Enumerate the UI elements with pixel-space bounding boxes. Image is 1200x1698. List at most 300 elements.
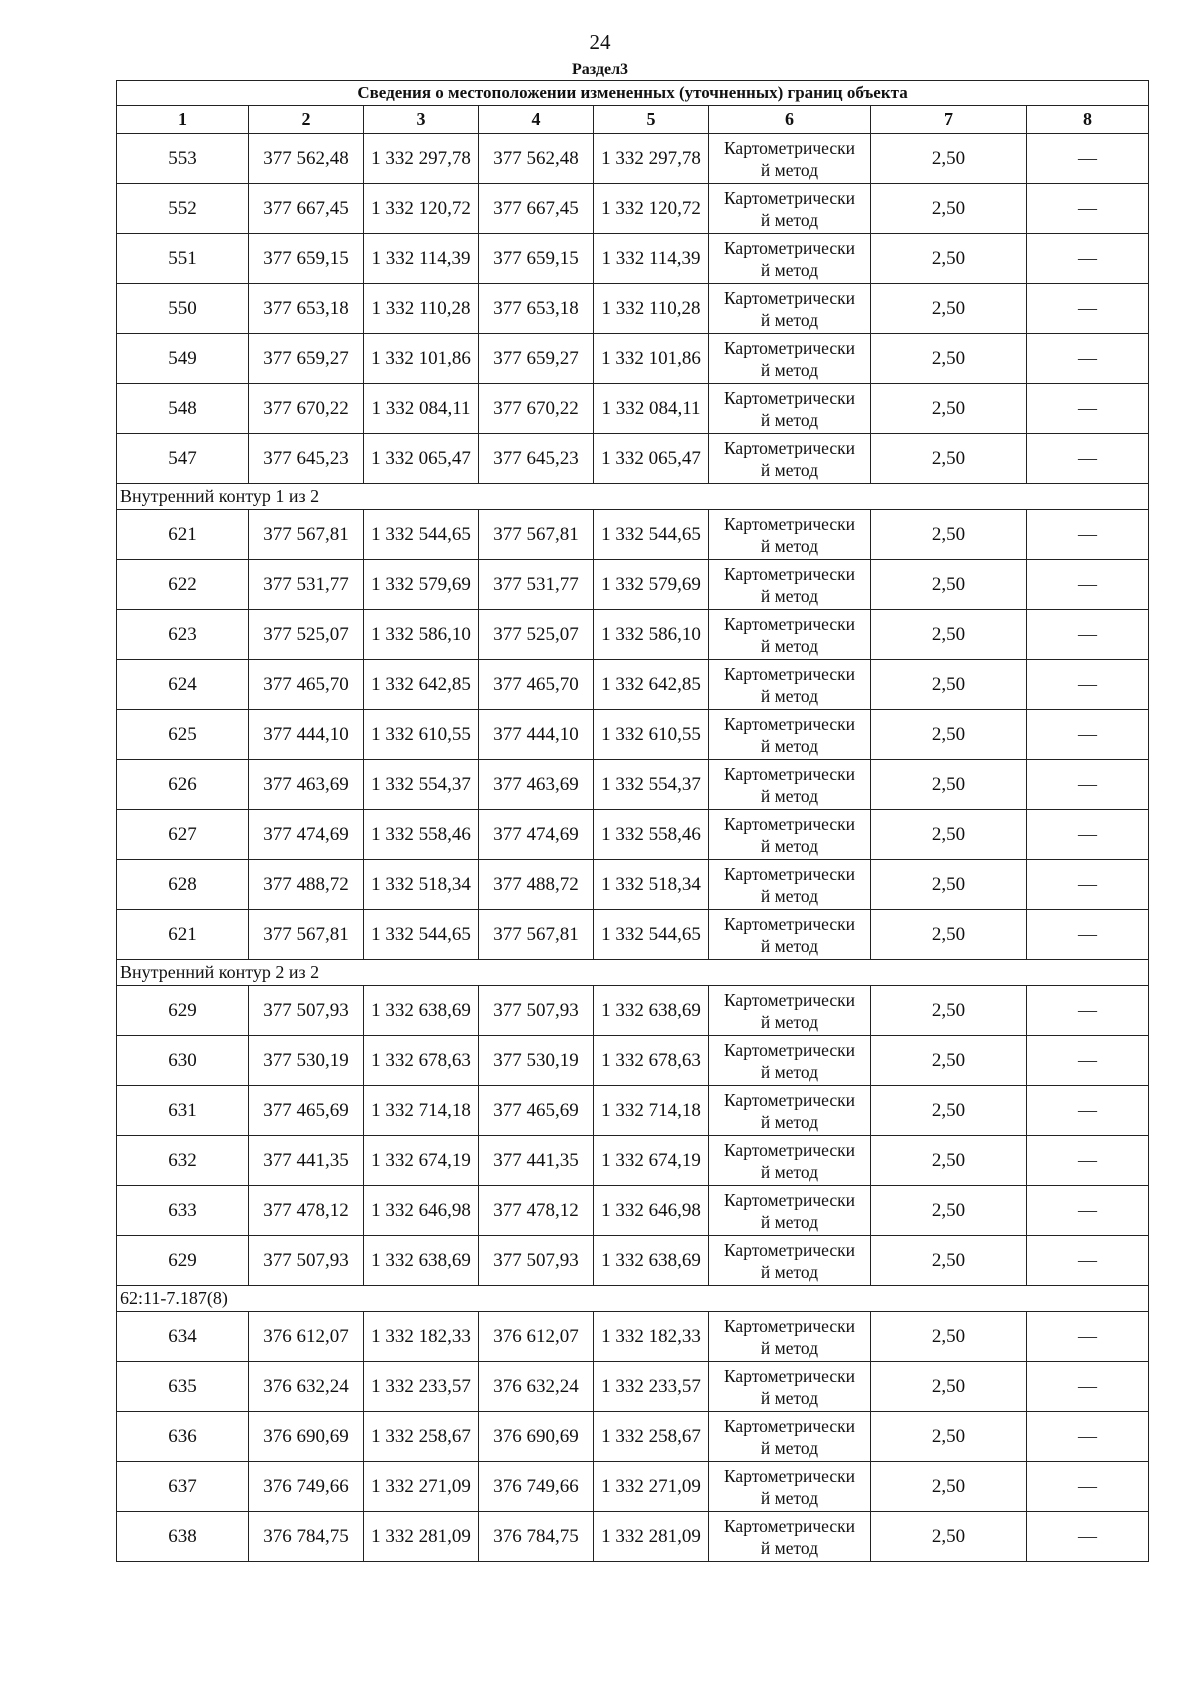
table-row: [117, 810, 1149, 860]
coordinate-y-cell: 1 332 101,86: [594, 334, 709, 384]
column-number: 1: [117, 106, 249, 134]
coordinate-y-cell: 1 332 674,19: [364, 1136, 479, 1186]
coordinate-y-cell: 1 332 518,34: [364, 860, 479, 910]
table-row: [117, 1312, 1149, 1362]
point-number-cell: 552: [117, 184, 249, 234]
table-row: [117, 434, 1149, 484]
coordinate-y-cell: 1 332 678,63: [364, 1036, 479, 1086]
method-line: й метод: [760, 409, 819, 430]
description-cell: —: [1027, 1412, 1149, 1462]
accuracy-cell: 2,50: [871, 910, 1027, 960]
coordinate-y-cell: 1 332 101,86: [364, 334, 479, 384]
coordinate-y-cell: 1 332 610,55: [364, 710, 479, 760]
coordinate-x-cell: 377 567,81: [479, 910, 594, 960]
method-cell: [709, 710, 871, 760]
coordinate-x-cell: 377 567,81: [479, 510, 594, 560]
table-row: [117, 660, 1149, 710]
method-cell: [709, 1036, 871, 1086]
point-number-cell: 629: [117, 1236, 249, 1286]
method-cell: [709, 1236, 871, 1286]
coordinate-x-cell: 377 653,18: [249, 284, 364, 334]
point-number-cell: 550: [117, 284, 249, 334]
point-number-cell: 625: [117, 710, 249, 760]
coordinate-y-cell: 1 332 271,09: [594, 1462, 709, 1512]
coordinate-y-cell: 1 332 638,69: [364, 986, 479, 1036]
method-line: й метод: [760, 259, 819, 280]
coordinate-x-cell: 377 444,10: [249, 710, 364, 760]
method-line: Картометрически: [723, 663, 856, 684]
coordinate-x-cell: 377 474,69: [479, 810, 594, 860]
description-cell: —: [1027, 1136, 1149, 1186]
method-cell: [709, 1462, 871, 1512]
column-number-row: [117, 106, 1149, 134]
coordinate-y-cell: 1 332 258,67: [594, 1412, 709, 1462]
table-row: [117, 986, 1149, 1036]
coordinate-y-cell: 1 332 558,46: [364, 810, 479, 860]
coordinate-y-cell: 1 332 297,78: [364, 134, 479, 184]
point-number-cell: 631: [117, 1086, 249, 1136]
coordinate-x-cell: 377 507,93: [249, 1236, 364, 1286]
coordinate-x-cell: 376 612,07: [249, 1312, 364, 1362]
description-cell: —: [1027, 710, 1149, 760]
coordinate-x-cell: 377 659,15: [249, 234, 364, 284]
accuracy-cell: 2,50: [871, 510, 1027, 560]
coordinate-y-cell: 1 332 714,18: [594, 1086, 709, 1136]
point-number-cell: 553: [117, 134, 249, 184]
method-line: Картометрически: [723, 1239, 856, 1260]
description-cell: —: [1027, 860, 1149, 910]
method-line: й метод: [760, 1111, 819, 1132]
description-cell: —: [1027, 384, 1149, 434]
coordinate-x-cell: 376 690,69: [479, 1412, 594, 1462]
coordinate-x-cell: 377 465,70: [479, 660, 594, 710]
method-line: Картометрически: [723, 563, 856, 584]
coordinate-y-cell: 1 332 642,85: [594, 660, 709, 710]
method-cell: [709, 1512, 871, 1562]
description-cell: —: [1027, 1186, 1149, 1236]
coordinate-y-cell: 1 332 544,65: [364, 910, 479, 960]
method-cell: [709, 660, 871, 710]
coordinate-x-cell: 377 525,07: [479, 610, 594, 660]
description-cell: —: [1027, 1362, 1149, 1412]
description-cell: —: [1027, 510, 1149, 560]
coordinate-x-cell: 377 525,07: [249, 610, 364, 660]
accuracy-cell: 2,50: [871, 384, 1027, 434]
method-cell: [709, 384, 871, 434]
method-line: Картометрически: [723, 613, 856, 634]
group-label: Внутренний контур 1 из 2: [117, 484, 1149, 510]
coordinate-y-cell: 1 332 714,18: [364, 1086, 479, 1136]
method-cell: [709, 284, 871, 334]
accuracy-cell: 2,50: [871, 1412, 1027, 1462]
accuracy-cell: 2,50: [871, 234, 1027, 284]
coordinate-y-cell: 1 332 114,39: [594, 234, 709, 284]
accuracy-cell: 2,50: [871, 710, 1027, 760]
table-row: [117, 910, 1149, 960]
coordinate-x-cell: 377 562,48: [479, 134, 594, 184]
table-row: [117, 1362, 1149, 1412]
coordinate-x-cell: 376 632,24: [479, 1362, 594, 1412]
column-number: 4: [479, 106, 594, 134]
coordinate-y-cell: 1 332 579,69: [364, 560, 479, 610]
coordinate-x-cell: 377 507,93: [249, 986, 364, 1036]
accuracy-cell: 2,50: [871, 1312, 1027, 1362]
coordinate-x-cell: 377 645,23: [479, 434, 594, 484]
description-cell: —: [1027, 334, 1149, 384]
coordinate-x-cell: 377 507,93: [479, 986, 594, 1036]
method-cell: [709, 860, 871, 910]
point-number-cell: 621: [117, 510, 249, 560]
method-line: Картометрически: [723, 1039, 856, 1060]
method-cell: [709, 760, 871, 810]
coordinate-y-cell: 1 332 554,37: [364, 760, 479, 810]
method-line: Картометрически: [723, 1515, 856, 1536]
coordinate-x-cell: 377 478,12: [249, 1186, 364, 1236]
coordinate-y-cell: 1 332 678,63: [594, 1036, 709, 1086]
coordinate-y-cell: 1 332 646,98: [594, 1186, 709, 1236]
method-line: Картометрически: [723, 237, 856, 258]
coordinate-y-cell: 1 332 646,98: [364, 1186, 479, 1236]
point-number-cell: 551: [117, 234, 249, 284]
coordinate-x-cell: 377 567,81: [249, 510, 364, 560]
point-number-cell: 638: [117, 1512, 249, 1562]
method-cell: [709, 1186, 871, 1236]
method-line: й метод: [760, 359, 819, 380]
coordinate-x-cell: 377 531,77: [249, 560, 364, 610]
column-number: 8: [1027, 106, 1149, 134]
method-line: й метод: [760, 209, 819, 230]
coordinate-x-cell: 377 670,22: [249, 384, 364, 434]
coordinate-x-cell: 376 749,66: [249, 1462, 364, 1512]
method-line: Картометрически: [723, 1189, 856, 1210]
coordinate-x-cell: 376 690,69: [249, 1412, 364, 1462]
coordinate-x-cell: 376 749,66: [479, 1462, 594, 1512]
method-line: й метод: [760, 735, 819, 756]
method-cell: [709, 1136, 871, 1186]
method-line: Картометрически: [723, 763, 856, 784]
method-line: й метод: [760, 1387, 819, 1408]
coordinate-x-cell: 377 659,27: [249, 334, 364, 384]
coordinate-y-cell: 1 332 586,10: [364, 610, 479, 660]
coordinate-y-cell: 1 332 544,65: [594, 510, 709, 560]
coordinate-x-cell: 377 659,27: [479, 334, 594, 384]
accuracy-cell: 2,50: [871, 134, 1027, 184]
coordinate-y-cell: 1 332 544,65: [594, 910, 709, 960]
coordinate-y-cell: 1 332 281,09: [364, 1512, 479, 1562]
method-cell: [709, 184, 871, 234]
method-cell: [709, 1412, 871, 1462]
coordinate-x-cell: 377 670,22: [479, 384, 594, 434]
coordinate-y-cell: 1 332 610,55: [594, 710, 709, 760]
coordinate-x-cell: 376 784,75: [479, 1512, 594, 1562]
method-cell: [709, 910, 871, 960]
method-line: Картометрически: [723, 913, 856, 934]
coordinate-x-cell: 377 474,69: [249, 810, 364, 860]
table-row: [117, 1412, 1149, 1462]
description-cell: —: [1027, 610, 1149, 660]
accuracy-cell: 2,50: [871, 1236, 1027, 1286]
method-line: й метод: [760, 1161, 819, 1182]
method-cell: [709, 510, 871, 560]
accuracy-cell: 2,50: [871, 1136, 1027, 1186]
coordinate-x-cell: 377 567,81: [249, 910, 364, 960]
column-number: 3: [364, 106, 479, 134]
description-cell: —: [1027, 986, 1149, 1036]
coordinate-x-cell: 377 488,72: [249, 860, 364, 910]
coordinate-x-cell: 377 530,19: [249, 1036, 364, 1086]
group-label: Внутренний контур 2 из 2: [117, 960, 1149, 986]
point-number-cell: 624: [117, 660, 249, 710]
table-row: [117, 860, 1149, 910]
accuracy-cell: 2,50: [871, 560, 1027, 610]
accuracy-cell: 2,50: [871, 610, 1027, 660]
method-line: й метод: [760, 159, 819, 180]
column-number: 7: [871, 106, 1027, 134]
method-line: Картометрически: [723, 387, 856, 408]
group-row: [117, 484, 1149, 510]
description-cell: —: [1027, 910, 1149, 960]
section-title: Раздел3: [571, 61, 629, 78]
method-line: й метод: [760, 685, 819, 706]
coordinate-y-cell: 1 332 544,65: [364, 510, 479, 560]
method-cell: [709, 1086, 871, 1136]
table-caption: Сведения о местоположении измененных (уточненных) границ объекта: [117, 81, 1149, 106]
coordinate-y-cell: 1 332 110,28: [594, 284, 709, 334]
method-line: Картометрически: [723, 513, 856, 534]
method-line: Картометрически: [723, 1089, 856, 1110]
group-row: [117, 960, 1149, 986]
accuracy-cell: 2,50: [871, 810, 1027, 860]
method-line: й метод: [760, 535, 819, 556]
coordinate-x-cell: 377 465,70: [249, 660, 364, 710]
coordinate-y-cell: 1 332 579,69: [594, 560, 709, 610]
method-line: Картометрически: [723, 989, 856, 1010]
method-line: Картометрически: [723, 813, 856, 834]
group-row: [117, 1286, 1149, 1312]
coordinate-y-cell: 1 332 110,28: [364, 284, 479, 334]
point-number-cell: 630: [117, 1036, 249, 1086]
table-row: [117, 760, 1149, 810]
method-line: й метод: [760, 1337, 819, 1358]
table-caption-row: [117, 81, 1149, 106]
coordinate-y-cell: 1 332 065,47: [594, 434, 709, 484]
point-number-cell: 627: [117, 810, 249, 860]
method-cell: [709, 610, 871, 660]
coordinate-y-cell: 1 332 120,72: [364, 184, 479, 234]
description-cell: —: [1027, 234, 1149, 284]
method-line: Картометрически: [723, 863, 856, 884]
method-line: й метод: [760, 1537, 819, 1558]
accuracy-cell: 2,50: [871, 284, 1027, 334]
table-row: [117, 284, 1149, 334]
coordinate-y-cell: 1 332 182,33: [594, 1312, 709, 1362]
description-cell: —: [1027, 760, 1149, 810]
method-cell: [709, 986, 871, 1036]
description-cell: —: [1027, 284, 1149, 334]
coordinate-y-cell: 1 332 233,57: [364, 1362, 479, 1412]
table-row: [117, 1086, 1149, 1136]
description-cell: —: [1027, 184, 1149, 234]
coordinate-x-cell: 376 784,75: [249, 1512, 364, 1562]
point-number-cell: 622: [117, 560, 249, 610]
method-line: й метод: [760, 1437, 819, 1458]
method-line: й метод: [760, 635, 819, 656]
method-line: Картометрически: [723, 187, 856, 208]
method-line: й метод: [760, 585, 819, 606]
description-cell: —: [1027, 134, 1149, 184]
accuracy-cell: 2,50: [871, 660, 1027, 710]
method-line: й метод: [760, 1261, 819, 1282]
coordinate-x-cell: 377 562,48: [249, 134, 364, 184]
coordinate-x-cell: 377 444,10: [479, 710, 594, 760]
point-number-cell: 626: [117, 760, 249, 810]
group-label: 62:11-7.187(8): [117, 1286, 1149, 1312]
coordinate-y-cell: 1 332 638,69: [594, 986, 709, 1036]
point-number-cell: 549: [117, 334, 249, 384]
coordinate-x-cell: 377 463,69: [249, 760, 364, 810]
method-cell: [709, 560, 871, 610]
point-number-cell: 633: [117, 1186, 249, 1236]
description-cell: —: [1027, 660, 1149, 710]
accuracy-cell: 2,50: [871, 986, 1027, 1036]
point-number-cell: 632: [117, 1136, 249, 1186]
method-line: Картометрически: [723, 1415, 856, 1436]
coordinates-table: [116, 80, 1149, 1562]
point-number-cell: 547: [117, 434, 249, 484]
description-cell: —: [1027, 810, 1149, 860]
coordinate-x-cell: 377 465,69: [249, 1086, 364, 1136]
method-line: Картометрически: [723, 1139, 856, 1160]
method-line: Картометрически: [723, 287, 856, 308]
method-line: й метод: [760, 459, 819, 480]
accuracy-cell: 2,50: [871, 1186, 1027, 1236]
coordinate-x-cell: 377 465,69: [479, 1086, 594, 1136]
description-cell: —: [1027, 434, 1149, 484]
column-number: 2: [249, 106, 364, 134]
method-line: Картометрически: [723, 1315, 856, 1336]
accuracy-cell: 2,50: [871, 1086, 1027, 1136]
column-number: 6: [709, 106, 871, 134]
method-line: й метод: [760, 1487, 819, 1508]
page-number: 24: [589, 30, 611, 54]
coordinate-x-cell: 377 441,35: [479, 1136, 594, 1186]
table-row: [117, 1512, 1149, 1562]
table-row: [117, 610, 1149, 660]
accuracy-cell: 2,50: [871, 1362, 1027, 1412]
coordinate-x-cell: 377 659,15: [479, 234, 594, 284]
description-cell: —: [1027, 1086, 1149, 1136]
coordinate-y-cell: 1 332 114,39: [364, 234, 479, 284]
coordinate-y-cell: 1 332 258,67: [364, 1412, 479, 1462]
coordinate-y-cell: 1 332 297,78: [594, 134, 709, 184]
method-line: й метод: [760, 835, 819, 856]
point-number-cell: 623: [117, 610, 249, 660]
coordinate-y-cell: 1 332 558,46: [594, 810, 709, 860]
coordinate-y-cell: 1 332 271,09: [364, 1462, 479, 1512]
coordinate-y-cell: 1 332 084,11: [364, 384, 479, 434]
coordinate-x-cell: 377 531,77: [479, 560, 594, 610]
method-line: Картометрически: [723, 437, 856, 458]
method-line: Картометрически: [723, 337, 856, 358]
method-line: й метод: [760, 785, 819, 806]
coordinate-y-cell: 1 332 586,10: [594, 610, 709, 660]
description-cell: —: [1027, 1512, 1149, 1562]
description-cell: —: [1027, 560, 1149, 610]
point-number-cell: 628: [117, 860, 249, 910]
coordinate-y-cell: 1 332 674,19: [594, 1136, 709, 1186]
method-cell: [709, 434, 871, 484]
coordinate-x-cell: 377 645,23: [249, 434, 364, 484]
table-row: [117, 384, 1149, 434]
coordinate-y-cell: 1 332 233,57: [594, 1362, 709, 1412]
table-row: [117, 1136, 1149, 1186]
method-cell: [709, 234, 871, 284]
column-number: 5: [594, 106, 709, 134]
coordinate-x-cell: 377 667,45: [479, 184, 594, 234]
accuracy-cell: 2,50: [871, 1462, 1027, 1512]
point-number-cell: 634: [117, 1312, 249, 1362]
coordinate-x-cell: 377 463,69: [479, 760, 594, 810]
point-number-cell: 635: [117, 1362, 249, 1412]
table-row: [117, 560, 1149, 610]
method-line: Картометрически: [723, 1465, 856, 1486]
coordinate-y-cell: 1 332 642,85: [364, 660, 479, 710]
coordinate-y-cell: 1 332 554,37: [594, 760, 709, 810]
table-row: [117, 1462, 1149, 1512]
coordinate-x-cell: 377 478,12: [479, 1186, 594, 1236]
point-number-cell: 637: [117, 1462, 249, 1512]
coordinate-x-cell: 377 667,45: [249, 184, 364, 234]
accuracy-cell: 2,50: [871, 184, 1027, 234]
coordinate-y-cell: 1 332 120,72: [594, 184, 709, 234]
coordinate-y-cell: 1 332 518,34: [594, 860, 709, 910]
table-row: [117, 184, 1149, 234]
method-line: Картометрически: [723, 1365, 856, 1386]
point-number-cell: 548: [117, 384, 249, 434]
table-row: [117, 1036, 1149, 1086]
method-line: й метод: [760, 1061, 819, 1082]
method-cell: [709, 134, 871, 184]
method-line: Картометрически: [723, 713, 856, 734]
accuracy-cell: 2,50: [871, 860, 1027, 910]
method-cell: [709, 810, 871, 860]
coordinate-x-cell: 377 653,18: [479, 284, 594, 334]
method-line: й метод: [760, 1011, 819, 1032]
table-row: [117, 334, 1149, 384]
description-cell: —: [1027, 1312, 1149, 1362]
table-row: [117, 1186, 1149, 1236]
coordinate-y-cell: 1 332 065,47: [364, 434, 479, 484]
method-line: й метод: [760, 935, 819, 956]
point-number-cell: 629: [117, 986, 249, 1036]
table-row: [117, 1236, 1149, 1286]
table-row: [117, 234, 1149, 284]
coordinate-x-cell: 376 632,24: [249, 1362, 364, 1412]
coordinate-y-cell: 1 332 638,69: [364, 1236, 479, 1286]
table-row: [117, 134, 1149, 184]
coordinate-x-cell: 376 612,07: [479, 1312, 594, 1362]
coordinate-x-cell: 377 441,35: [249, 1136, 364, 1186]
point-number-cell: 621: [117, 910, 249, 960]
accuracy-cell: 2,50: [871, 1512, 1027, 1562]
description-cell: —: [1027, 1462, 1149, 1512]
coordinate-y-cell: 1 332 281,09: [594, 1512, 709, 1562]
point-number-cell: 636: [117, 1412, 249, 1462]
accuracy-cell: 2,50: [871, 334, 1027, 384]
coordinate-x-cell: 377 488,72: [479, 860, 594, 910]
coordinate-x-cell: 377 530,19: [479, 1036, 594, 1086]
method-cell: [709, 1362, 871, 1412]
